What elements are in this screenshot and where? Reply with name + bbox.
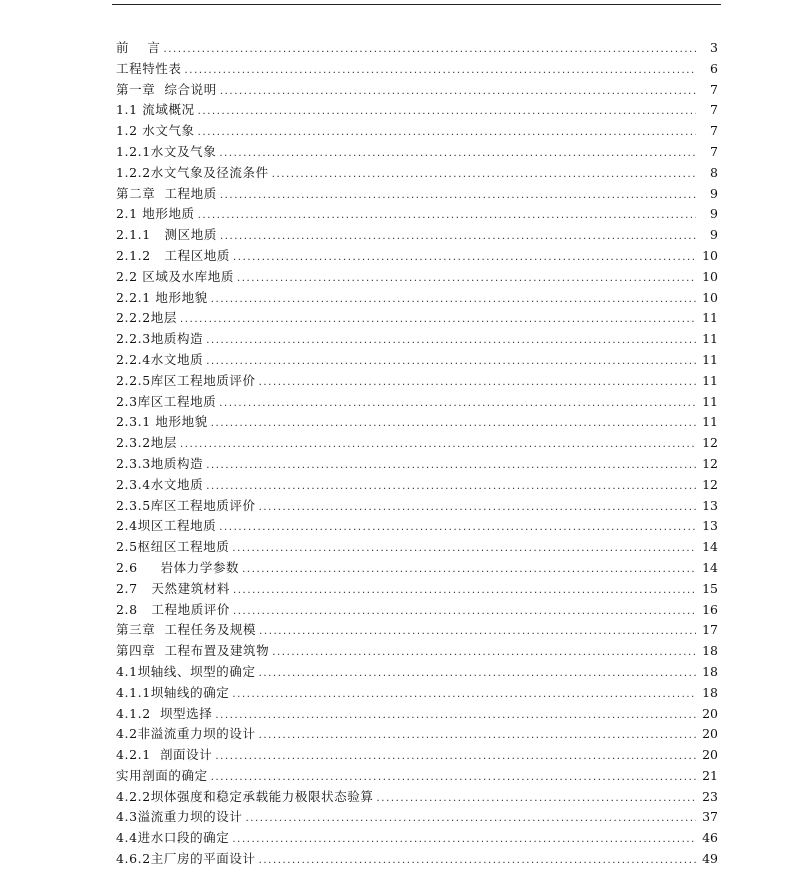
toc-dot-leader <box>206 456 696 475</box>
toc-entry-title: 2.3.1 地形地貌 <box>116 414 208 430</box>
toc-entry-title: 2.5枢纽区工程地质 <box>116 539 230 555</box>
toc-dot-leader <box>259 622 696 641</box>
toc-entry-title: 4.1.1坝轴线的确定 <box>116 684 230 700</box>
toc-dot-leader <box>233 248 696 267</box>
toc-entry-title: 4.3溢流重力坝的设计 <box>116 809 243 825</box>
toc-entry-page: 20 <box>702 747 718 763</box>
toc-entry-4-1[interactable] <box>116 662 718 683</box>
toc-entry-page: 15 <box>702 580 718 596</box>
toc-dot-leader <box>180 310 696 329</box>
toc-entry-2-2-2[interactable] <box>116 308 718 329</box>
toc-dot-leader <box>211 290 696 309</box>
toc-dot-leader <box>180 435 696 454</box>
toc-entry-page: 18 <box>702 643 718 659</box>
toc-entry-page: 11 <box>702 351 718 367</box>
toc-entry-title: 2.3.5库区工程地质评价 <box>116 497 256 513</box>
toc-entry-4-1-1[interactable] <box>116 683 718 704</box>
toc-entry-2-3[interactable] <box>116 392 718 413</box>
toc-entry-page: 21 <box>702 767 718 783</box>
toc-entry-2-4[interactable] <box>116 516 718 537</box>
toc-entry-page: 3 <box>710 40 718 55</box>
toc-entry-2-5[interactable] <box>116 537 718 558</box>
toc-entry-page: 12 <box>702 435 718 451</box>
toc-entry-page: 7 <box>710 81 718 97</box>
toc-entry-1-2-2[interactable] <box>116 163 718 184</box>
toc-entry-title: 2.2.3地质构造 <box>116 331 204 347</box>
toc-entry-page: 14 <box>702 559 718 575</box>
toc-entry-page: 49 <box>702 851 718 867</box>
toc-entry-2-2[interactable] <box>116 267 718 288</box>
toc-entry-4-2-2[interactable] <box>116 787 718 808</box>
toc-dot-leader <box>233 602 696 621</box>
toc-entry-page: 11 <box>702 393 718 409</box>
toc-entry-title: 4.2.2坝体强度和稳定承载能力极限状态验算 <box>116 788 374 804</box>
toc-entry-4-2[interactable] <box>116 724 718 745</box>
toc-entry-4-1-2[interactable] <box>116 704 718 725</box>
toc-dot-leader <box>185 61 696 80</box>
toc-entry-page: 12 <box>702 455 718 471</box>
toc-entry-title: 2.2.4水文地质 <box>116 351 204 367</box>
toc-dot-leader <box>220 82 696 101</box>
toc-entry-1-1[interactable] <box>116 100 718 121</box>
toc-dot-leader <box>272 165 696 184</box>
toc-entry-chapter-1[interactable] <box>116 80 718 101</box>
toc-dot-leader <box>233 581 696 600</box>
toc-entry-title: 2.3.4水文地质 <box>116 476 204 492</box>
toc-entry-page: 17 <box>702 622 718 638</box>
toc-entry-2-3-5[interactable] <box>116 496 718 517</box>
toc-entry-title: 2.3库区工程地质 <box>116 393 217 409</box>
toc-entry-page: 37 <box>702 809 718 825</box>
toc-entry-2-7[interactable] <box>116 579 718 600</box>
toc-entry-title: 实用剖面的确定 <box>116 767 208 783</box>
toc-dot-leader <box>232 539 696 558</box>
toc-entry-page: 10 <box>702 268 718 284</box>
toc-entry-page: 10 <box>702 247 718 263</box>
toc-entry-title: 2.8 工程地质评价 <box>116 601 230 617</box>
toc-entry-page: 11 <box>702 372 718 388</box>
toc-entry-2-8[interactable] <box>116 600 718 621</box>
toc-entry-title: 第四章 工程布置及建筑物 <box>116 643 270 659</box>
toc-entry-page: 10 <box>702 289 718 305</box>
toc-dot-leader <box>259 726 696 745</box>
toc-entry-title: 第一章 综合说明 <box>116 81 217 97</box>
toc-entry-title: 工程特性表 <box>116 60 182 76</box>
toc-entry-page: 11 <box>702 414 718 430</box>
toc-entry-chapter-2[interactable] <box>116 184 718 205</box>
toc-entry-title: 2.1.2 工程区地质 <box>116 247 231 263</box>
toc-dot-leader <box>164 40 697 59</box>
toc-dot-leader <box>219 518 696 537</box>
toc-entry-page: 9 <box>710 206 718 222</box>
toc-entry-title: 2.7 天然建筑材料 <box>116 580 230 596</box>
toc-entry-2-1-2[interactable] <box>116 246 718 267</box>
toc-entry-title: 2.1.1 测区地质 <box>116 227 217 243</box>
toc-dot-leader <box>220 186 696 205</box>
toc-dot-leader <box>259 664 696 683</box>
toc-dot-leader <box>215 747 696 766</box>
toc-entry-4-3[interactable] <box>116 807 718 828</box>
toc-entry-page: 11 <box>702 331 718 347</box>
toc-entry-page: 8 <box>710 164 718 180</box>
toc-entry-title: 4.2非溢流重力坝的设计 <box>116 726 256 742</box>
toc-entry-4-6-2[interactable] <box>116 849 718 870</box>
toc-entry-2-1[interactable] <box>116 204 718 225</box>
toc-dot-leader <box>220 227 696 246</box>
toc-entry-page: 20 <box>702 726 718 742</box>
toc-dot-leader <box>215 706 696 725</box>
toc-dot-leader <box>206 477 696 496</box>
toc-entry-title: 4.4进水口段的确定 <box>116 830 230 846</box>
toc-dot-leader <box>377 789 696 808</box>
toc-entry-page: 9 <box>710 185 718 201</box>
toc-entry-page: 12 <box>702 476 718 492</box>
toc-entry-title: 第三章 工程任务及规模 <box>116 622 257 638</box>
toc-entry-chapter-4[interactable] <box>116 641 718 662</box>
toc-entry-1-2-1[interactable] <box>116 142 718 163</box>
toc-entry-title: 1.1 流域概况 <box>116 102 195 118</box>
toc-entry-title: 4.1坝轴线、坝型的确定 <box>116 663 256 679</box>
toc-entry-page: 7 <box>710 143 718 159</box>
toc-entry-2-2-4[interactable] <box>116 350 718 371</box>
toc-entry-page: 9 <box>710 227 718 243</box>
toc-dot-leader <box>198 206 696 225</box>
toc-entry-title: 2.3.2地层 <box>116 435 178 451</box>
toc-entry-practical-section[interactable] <box>116 766 718 787</box>
toc-dot-leader <box>219 144 696 163</box>
toc-dot-leader <box>259 373 696 392</box>
toc-entry-page: 13 <box>702 518 718 534</box>
toc-entry-title: 2.3.3地质构造 <box>116 455 204 471</box>
toc-entry-2-2-3[interactable] <box>116 329 718 350</box>
toc-dot-leader <box>259 498 696 517</box>
toc-entry-title: 4.6.2主厂房的平面设计 <box>116 851 256 867</box>
toc-dot-leader <box>272 643 696 662</box>
toc-entry-title: 2.2.2地层 <box>116 310 178 326</box>
toc-entry-title: 前 言 <box>116 40 161 55</box>
toc-entry-title: 2.2 区域及水库地质 <box>116 268 234 284</box>
toc-entry-2-6[interactable] <box>116 558 718 579</box>
toc-entry-title: 4.2.1 剖面设计 <box>116 747 213 763</box>
toc-entry-page: 14 <box>702 539 718 555</box>
toc-entry-page: 11 <box>702 310 718 326</box>
toc-dot-leader <box>259 851 696 870</box>
toc-entry-chapter-3[interactable] <box>116 620 718 641</box>
toc-dot-leader <box>206 352 696 371</box>
toc-entry-title: 2.2.1 地形地貌 <box>116 289 208 305</box>
toc-dot-leader <box>211 414 696 433</box>
toc-entry-page: 16 <box>702 601 718 617</box>
toc-dot-leader <box>211 768 696 787</box>
toc-dot-leader <box>198 102 696 121</box>
toc-entry-title: 第二章 工程地质 <box>116 185 217 201</box>
toc-entry-title: 2.1 地形地质 <box>116 206 195 222</box>
toc-dot-leader <box>245 809 696 828</box>
toc-entry-2-3-3[interactable] <box>116 454 718 475</box>
toc-entry-4-2-1[interactable] <box>116 745 718 766</box>
toc-entry-title: 4.1.2 坝型选择 <box>116 705 213 721</box>
table-of-contents <box>116 38 718 870</box>
toc-entry-page: 6 <box>710 60 718 76</box>
toc-entry-title: 2.6 岩体力学参数 <box>116 559 240 575</box>
toc-entry-title: 1.2 水文气象 <box>116 123 195 139</box>
toc-entry-title: 2.4坝区工程地质 <box>116 518 217 534</box>
toc-dot-leader <box>232 830 696 849</box>
toc-dot-leader <box>206 331 696 350</box>
toc-entry-1-2[interactable] <box>116 121 718 142</box>
toc-entry-page: 23 <box>702 788 718 804</box>
toc-entry-title: 1.2.1水文及气象 <box>116 143 217 159</box>
toc-entry-4-4[interactable] <box>116 828 718 849</box>
toc-entry-preface[interactable] <box>116 38 718 59</box>
toc-entry-2-2-1[interactable] <box>116 288 718 309</box>
toc-entry-page: 20 <box>702 705 718 721</box>
toc-entry-page: 18 <box>702 684 718 700</box>
toc-entry-page: 13 <box>702 497 718 513</box>
toc-entry-title: 1.2.2水文气象及径流条件 <box>116 164 269 180</box>
header-rule <box>112 4 721 5</box>
toc-entry-2-3-2[interactable] <box>116 433 718 454</box>
toc-entry-2-3-4[interactable] <box>116 475 718 496</box>
toc-dot-leader <box>237 269 696 288</box>
toc-entry-2-3-1[interactable] <box>116 412 718 433</box>
toc-entry-title: 2.2.5库区工程地质评价 <box>116 372 256 388</box>
toc-dot-leader <box>198 123 696 142</box>
toc-entry-page: 18 <box>702 663 718 679</box>
toc-entry-page: 7 <box>710 102 718 118</box>
toc-entry-project-characteristics[interactable] <box>116 59 718 80</box>
toc-entry-page: 7 <box>710 123 718 139</box>
toc-entry-2-2-5[interactable] <box>116 371 718 392</box>
toc-dot-leader <box>219 394 696 413</box>
toc-dot-leader <box>232 685 696 704</box>
toc-entry-page: 46 <box>702 830 718 846</box>
toc-entry-2-1-1[interactable] <box>116 225 718 246</box>
toc-dot-leader <box>242 560 696 579</box>
